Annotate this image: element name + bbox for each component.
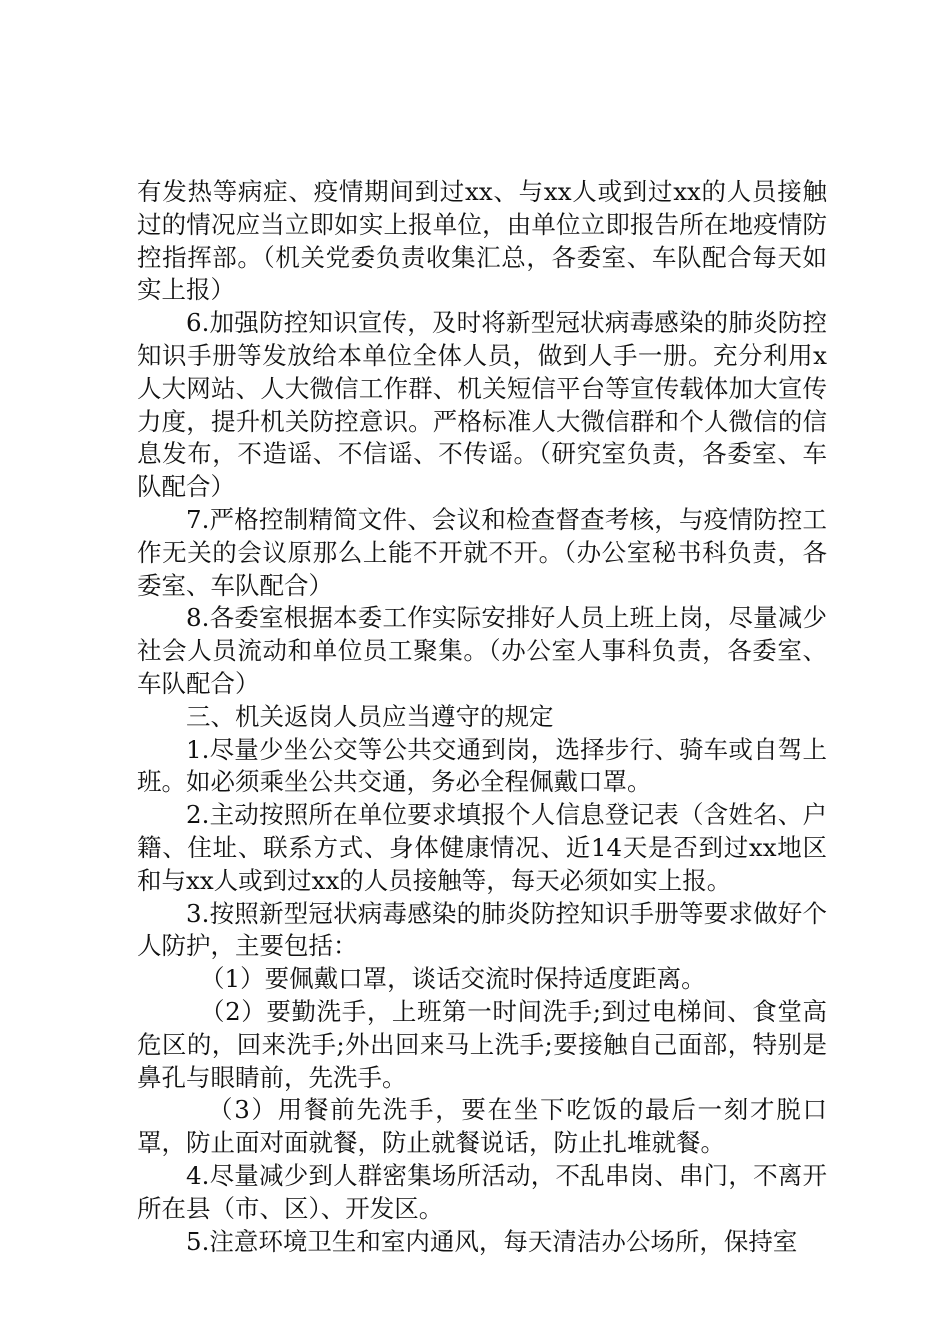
section-heading-3: 三、机关返岗人员应当遵守的规定: [186, 701, 554, 731]
paragraph-health-reporting: 有发热等病症、疫情期间到过xx、与xx人或到过xx的人员接触过的情况应当立即如实上报单位，由单位立即报告所在地疫情防控指挥部。（机关党委负责收集汇总，各委室、车队配合每天如实上报）: [137, 177, 827, 305]
paragraph-item-8: 8.各委室根据本委工作实际安排好人员上班上岗，尽量减少社会人员流动和单位员工聚集。（办公室人事科负责，各委室、车队配合）: [137, 603, 827, 698]
paragraph-rule-5: 5.注意环境卫生和室内通风，每天清洁办公场所，保持室: [186, 1226, 798, 1256]
sub-item-1: （1）要佩戴口罩，谈话交流时保持适度距离。: [200, 964, 706, 994]
paragraph-rule-2: 2.主动按照所在单位要求填报个人信息登记表（含姓名、户籍、住址、联系方式、身体健康情况、近14天是否到过xx地区和与xx人或到过xx的人员接触等，每天必须如实上报。: [137, 800, 827, 895]
paragraph-item-6: 6.加强防控知识宣传，及时将新型冠状病毒感染的肺炎防控知识手册等发放给本单位全体人员，做到人手一册。充分利用x人大网站、人大微信工作群、机关短信平台等宣传载体加大宣传力度，提升机关防控意识。严格标准人大微信群和个人微信的信息发布，不造谣、不信谣、不传谣。（研究室负责，各委室、车队配合）: [137, 308, 827, 502]
document-body: [137, 176, 827, 1258]
paragraph-rule-1: 1.尽量少坐公交等公共交通到岗，选择步行、骑车或自驾上班。如必须乘坐公共交通，务必全程佩戴口罩。: [137, 734, 827, 797]
sub-item-2: （2）要勤洗手，上班第一时间洗手;到过电梯间、食堂高危区的，回来洗手;外出回来马上洗手;要接触自己面部，特别是鼻孔与眼睛前，先洗手。: [137, 996, 827, 1092]
paragraph-item-7: 7.严格控制精简文件、会议和检查督查考核，与疫情防控工作无关的会议原那么上能不开就不开。（办公室秘书科负责，各委室、车队配合）: [137, 504, 827, 600]
paragraph-rule-4: 4.尽量减少到人群密集场所活动，不乱串岗、串门，不离开所在县（市、区）、开发区。: [137, 1160, 827, 1223]
sub-item-3: （3）用餐前先洗手，要在坐下吃饭的最后一刻才脱口罩，防止面对面就餐，防止就餐说话，防止扎堆就餐。: [137, 1095, 827, 1158]
paragraph-rule-3: 3.按照新型冠状病毒感染的肺炎防控知识手册等要求做好个人防护，主要包括：: [137, 898, 827, 961]
